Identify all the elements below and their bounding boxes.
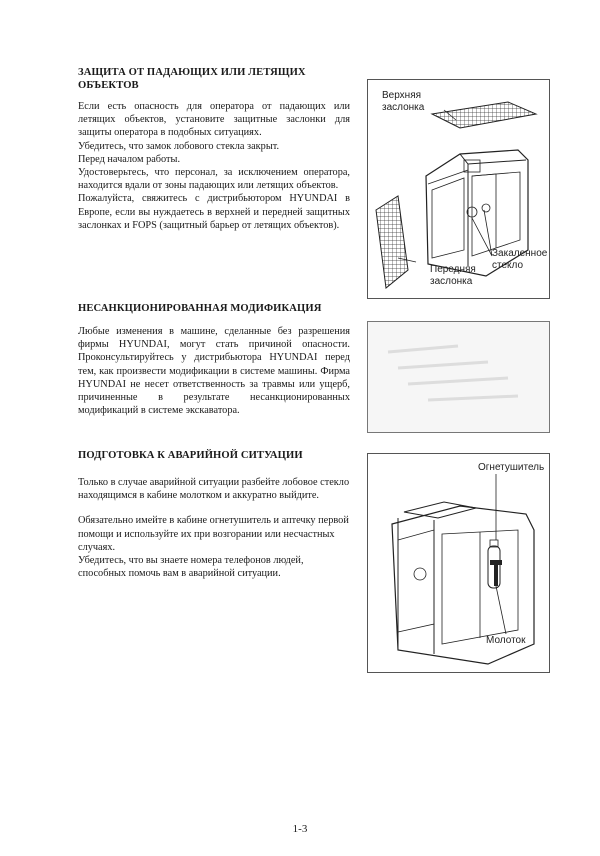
section-emergency-preparation — [78, 449, 350, 580]
figure-placeholder — [367, 321, 550, 433]
paragraph: Убедитесь, что вы знаете номера телефонов людей, способных помочь вам в аварийной ситуации. — [78, 555, 304, 580]
section-falling-objects — [78, 66, 350, 232]
section-title: ЗАЩИТА ОТ ПАДАЮЩИХ ИЛИ ЛЕТЯЩИХ ОБЪЕКТОВ — [78, 67, 306, 91]
paragraph: Пожалуйста, свяжитесь с дистрибьютором HYUNDAI в Европе, если вы нуждаетесь в верхней и передней защитных заслонках и FOPS (защитный барьер от летящих объектов). — [78, 193, 350, 231]
paragraph: Обязательно имейте в кабине огнетушитель и аптечку первой помощи и используйте их при возгорании или несчастных случаях. — [78, 515, 349, 553]
label-extinguisher: Огнетушитель — [478, 462, 545, 473]
figure-protective-guards — [367, 79, 550, 299]
paragraph: Любые изменения в машине, сделанные без разрешения фирмы HYUNDAI, могут стать причиной опасности. Проконсультируйтесь у дистрибьютора HYUNDAI перед тем, как произвести модификации в системе машины. Фирма HYUNDAI не несет ответственность за травмы или ущерб, причиненные в результате несанкционированных модификаций в системе экскаватора. — [78, 326, 350, 417]
paragraph: Перед началом работы. — [78, 153, 181, 165]
figure-emergency-equipment — [367, 453, 550, 673]
section-title: НЕСАНКЦИОНИРОВАННАЯ МОДИФИКАЦИЯ — [78, 303, 322, 314]
label-hammer: Молоток — [486, 635, 526, 646]
section-unauthorized-modification — [78, 302, 350, 417]
hammer-shape — [494, 564, 498, 586]
label-tempered-glass: Закаленное стекло — [492, 248, 548, 271]
page-number: 1-3 — [292, 823, 308, 835]
paragraph: Убедитесь, что замок лобового стекла закрыт. — [78, 140, 280, 152]
front-guard-shape — [376, 196, 408, 288]
faded-figure-illustration — [368, 322, 549, 432]
section-title: ПОДГОТОВКА К АВАРИЙНОЙ СИТУАЦИИ — [78, 450, 303, 461]
top-guard-shape — [432, 102, 536, 128]
label-front-guard: Передняя заслонка — [430, 264, 476, 287]
paragraph: Удостоверьтесь, что персонал, за исключением оператора, находится вдали от зоны падающих или летящих объектов. — [78, 167, 350, 192]
paragraph: Если есть опасность для оператора от падающих или летящих объектов, установите защитные заслонки для защиты оператора в подобных ситуациях. — [78, 101, 350, 139]
paragraph: Только в случае аварийной ситуации разбейте лобовое стекло находящимся в кабине молотком и аккуратно выйдите. — [78, 477, 350, 502]
label-top-guard: Верхняя заслонка — [382, 90, 425, 113]
